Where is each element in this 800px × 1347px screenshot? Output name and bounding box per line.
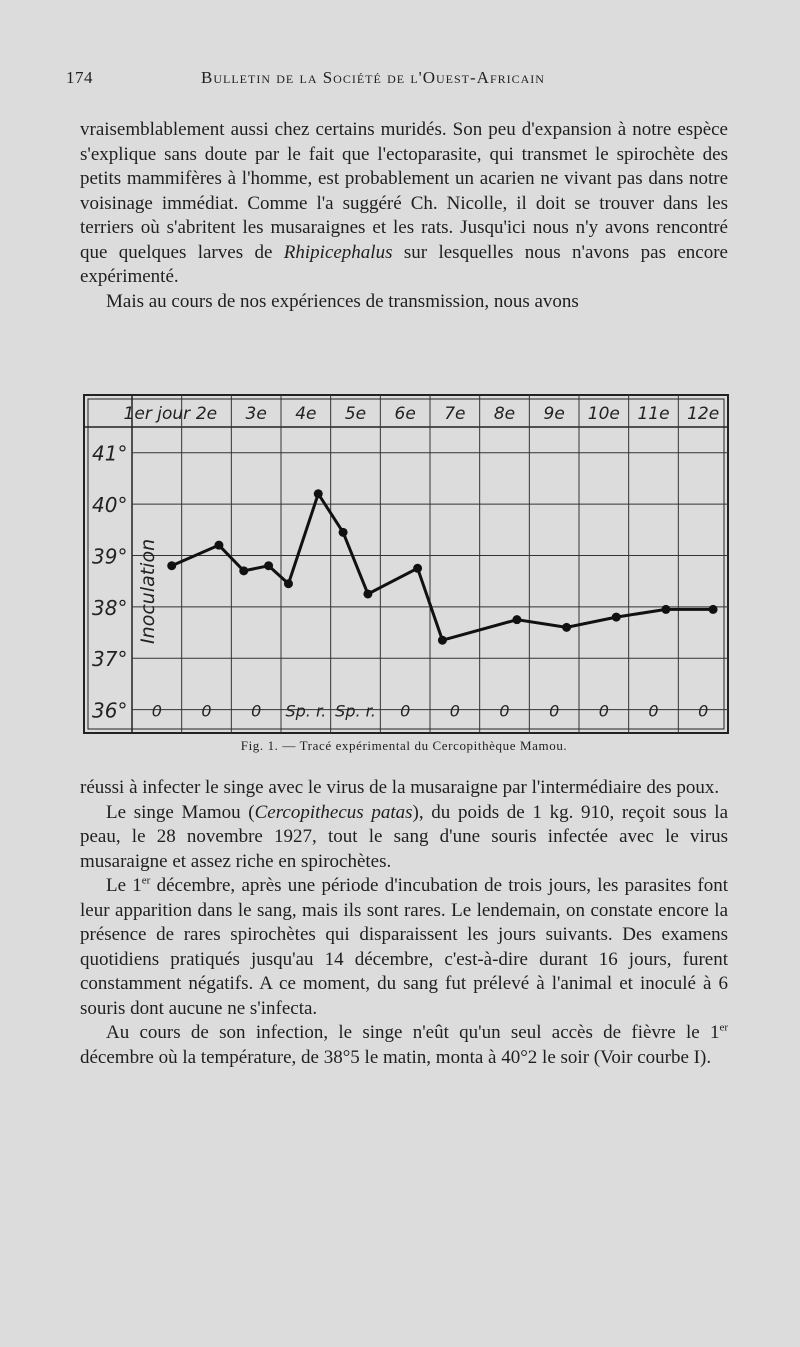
temperature-point xyxy=(709,605,718,614)
temperature-point xyxy=(413,564,422,573)
paragraph-4-a: Le singe Mamou ( xyxy=(106,801,255,823)
y-tick-label: 39° xyxy=(92,544,128,569)
paragraph-6-b: décembre où la température, de 38°5 le matin, monta à 40°2 le soir (Voir courbe I). xyxy=(80,1046,712,1068)
temperature-point xyxy=(612,613,621,622)
temperature-point xyxy=(562,623,571,632)
x-category-label: 10e xyxy=(587,404,620,424)
x-category-label: 5e xyxy=(344,404,367,424)
y-tick-label: 41° xyxy=(92,441,128,466)
paragraph-4-italic: Cercopithecus patas xyxy=(254,801,413,823)
paragraph-2: Mais au cours de nos expériences de transmission, nous avons xyxy=(106,290,579,312)
x-category-label: 4e xyxy=(295,404,317,424)
paragraph-4-b: ), du poids de 1 kg. 910, reçoit sous la peau, le 28 novembre 1927, tout le sang d'une souris infectée avec le virus musaraigne et assez riche en spirochètes. xyxy=(80,801,729,872)
y-tick-label: 36° xyxy=(92,698,128,723)
paragraph-6-sup: er xyxy=(719,1021,728,1034)
spirochete-result-label: 0 xyxy=(251,701,262,721)
x-category-label: 11e xyxy=(637,404,670,424)
inoculation-annotation: Inoculation xyxy=(137,538,159,644)
x-category-label: 9e xyxy=(543,404,565,424)
temperature-point xyxy=(167,561,176,570)
x-category-label: 7e xyxy=(444,404,466,424)
temperature-point xyxy=(512,615,521,624)
paragraph-block-2 xyxy=(80,776,728,1070)
temperature-point xyxy=(661,605,670,614)
spirochete-result-label: 0 xyxy=(449,701,460,721)
temperature-point xyxy=(438,636,447,645)
paragraph-6 xyxy=(80,1021,728,1070)
paragraph-5-sup: er xyxy=(141,874,151,887)
paragraph-3: réussi à infecter le singe avec le virus de la musaraigne par l'intermédiaire des poux. xyxy=(80,777,720,798)
x-category-label: 6e xyxy=(394,404,416,424)
x-category-label: 2e xyxy=(195,404,218,424)
spirochete-result-label: Sp. r. xyxy=(285,701,327,721)
x-category-label: 1er jour xyxy=(123,404,191,424)
x-category-label: 3e xyxy=(245,404,267,424)
chart-frame xyxy=(84,395,728,733)
spirochete-result-label: 0 xyxy=(201,701,212,721)
spirochete-result-label: 0 xyxy=(598,701,609,721)
y-tick-label: 38° xyxy=(92,595,128,620)
paragraph-1-text: vraisemblablement aussi chez certains muridés. Son peu d'expansion à notre espèce s'explique sans doute par le fait que l'ectoparasite, qui transmet le spirochète des petits mammifères à l'homme, est probablement un acarien ne vivant pas dans notre voisinage immédiat. Comme l'a suggéré Ch. Nicolle, il doit se trouver dans les terriers où s'abritent les musaraignes et les rats. Jusqu'ici nous n'y avons rencontré que quelques larves de xyxy=(80,119,728,263)
paragraph-5-b: décembre, après une période d'incubation de trois jours, les parasites font leur apparition dans le sang, mais ils sont rares. Le lendemain, on constate encore la présence de rares spirochètes qui disparaissent les jours suivants. Des examens quotidiens pratiqués jusqu'au 14 décembre, c'est-à-dire durant 16 jours, furent constamment négatifs. A ce moment, du sang fut prélevé à l'animal et inoculé à 6 souris dont aucune ne s'infecta. xyxy=(80,875,728,1019)
spirochete-result-label: 0 xyxy=(549,701,560,721)
y-tick-label: 37° xyxy=(92,647,128,672)
paragraph-1 xyxy=(80,118,728,314)
spirochete-result-label: 0 xyxy=(648,701,659,721)
running-header xyxy=(66,68,726,98)
spirochete-result-label: 0 xyxy=(400,701,411,721)
paragraph-1-italic: Rhipicephalus xyxy=(283,241,393,263)
paragraph-5 xyxy=(80,874,728,1021)
temperature-point xyxy=(339,528,348,537)
temperature-point xyxy=(363,589,372,598)
spirochete-result-label: 0 xyxy=(151,701,162,721)
journal-title: Bulletin de la Société de l'Ouest-Africain xyxy=(201,68,545,87)
spirochete-result-label: 0 xyxy=(499,701,510,721)
temperature-chart xyxy=(82,393,730,738)
paragraph-1-end: sur lesquelles nous n'avons pas encore expérimenté. xyxy=(80,241,728,287)
temperature-point xyxy=(284,579,293,588)
paragraph-4 xyxy=(80,801,728,875)
temperature-point xyxy=(264,561,273,570)
spirochete-result-label: Sp. r. xyxy=(335,701,376,721)
temperature-point xyxy=(314,489,323,498)
paragraph-6-a: Au cours de son infection, le singe n'eût qu'un seul accès de fièvre le 1 xyxy=(106,1022,720,1043)
temperature-point xyxy=(239,566,248,575)
x-category-label: 8e xyxy=(493,404,516,424)
temperature-point xyxy=(214,541,223,550)
x-category-label: 12e xyxy=(687,404,720,424)
temperature-series-line xyxy=(172,494,713,640)
paragraph-5-a: Le 1 xyxy=(106,875,142,896)
spirochete-result-label: 0 xyxy=(698,701,709,721)
figure-caption: Fig. 1. — Tracé expérimental du Cercopithèque Mamou. xyxy=(240,738,568,753)
y-tick-label: 40° xyxy=(92,493,128,518)
page-number: 174 xyxy=(66,68,93,87)
